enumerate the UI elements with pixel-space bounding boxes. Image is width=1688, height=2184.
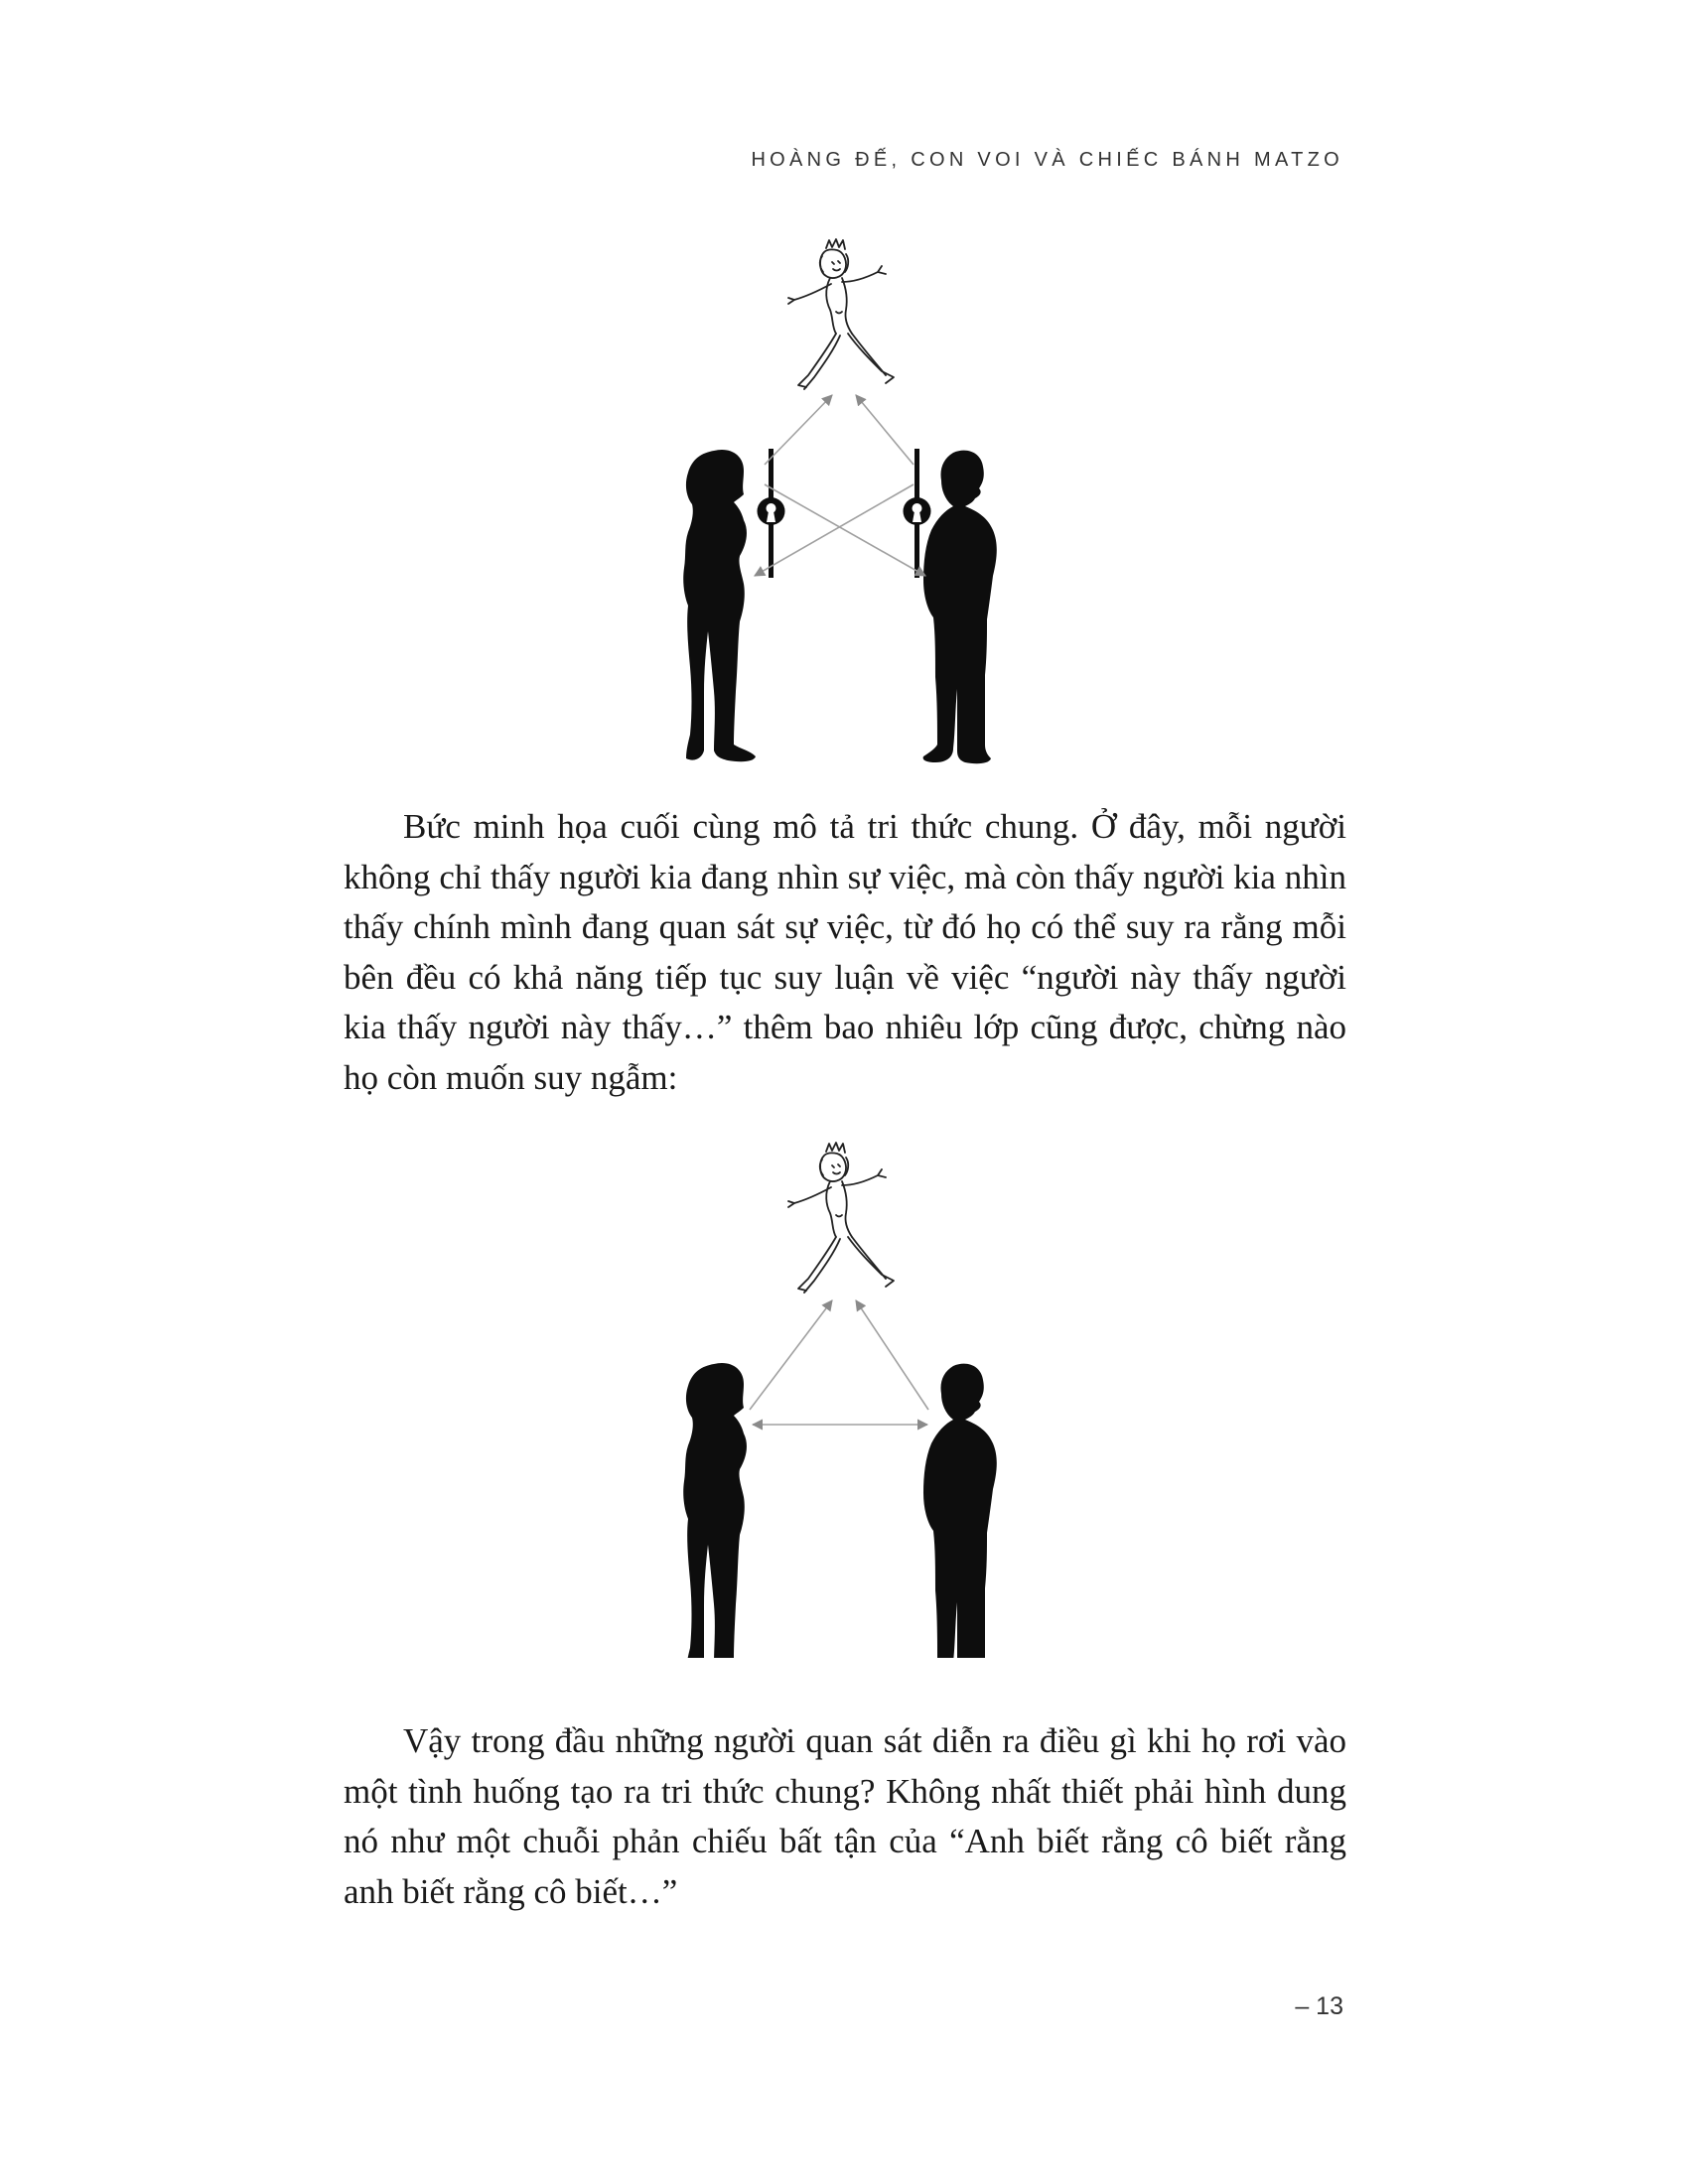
paragraph-text: Bức minh họa cuối cùng mô tả tri thức chung. Ở đây, mỗi người không chỉ thấy người kia đang nhìn sự việc, mà còn thấy người kia nhìn thấy chính mình đang quan sát sự việc, từ đó họ có thể suy ra rằng mỗi bên đều có khả năng tiếp tục suy luận về việc “người này thấy người kia thấy người này thấy…” thêm bao nhiêu lớp cũng được, chừng nào họ còn muốn suy ngẫm: [344, 807, 1346, 1097]
common-knowledge-figure [586, 1122, 1102, 1658]
man-silhouette [923, 451, 997, 764]
woman-silhouette [683, 450, 756, 761]
sight-arrows [755, 395, 925, 576]
mutual-knowledge-figure [586, 228, 1102, 764]
man-silhouette [923, 1364, 997, 1658]
paragraph-text: Vậy trong đầu những người quan sát diễn ra điều gì khi họ rơi vào một tình huống tạo ra tri thức chung? Không nhất thiết phải hình dung nó như một chuỗi phản chiếu bất tận của “Anh biết rằng cô biết rằng anh biết rằng cô biết…” [344, 1721, 1346, 1911]
sight-arrows [750, 1300, 928, 1425]
emperor-figure [788, 239, 894, 389]
woman-silhouette [683, 1363, 756, 1658]
page-number: – 13 [1295, 1992, 1343, 2020]
body-paragraph [344, 802, 1346, 1103]
emperor-figure [788, 1143, 894, 1293]
running-head: HOÀNG ĐẾ, CON VOI VÀ CHIẾC BÁNH MATZO [751, 149, 1343, 171]
body-paragraph [344, 1716, 1346, 1917]
keyhole-icon [758, 449, 785, 578]
